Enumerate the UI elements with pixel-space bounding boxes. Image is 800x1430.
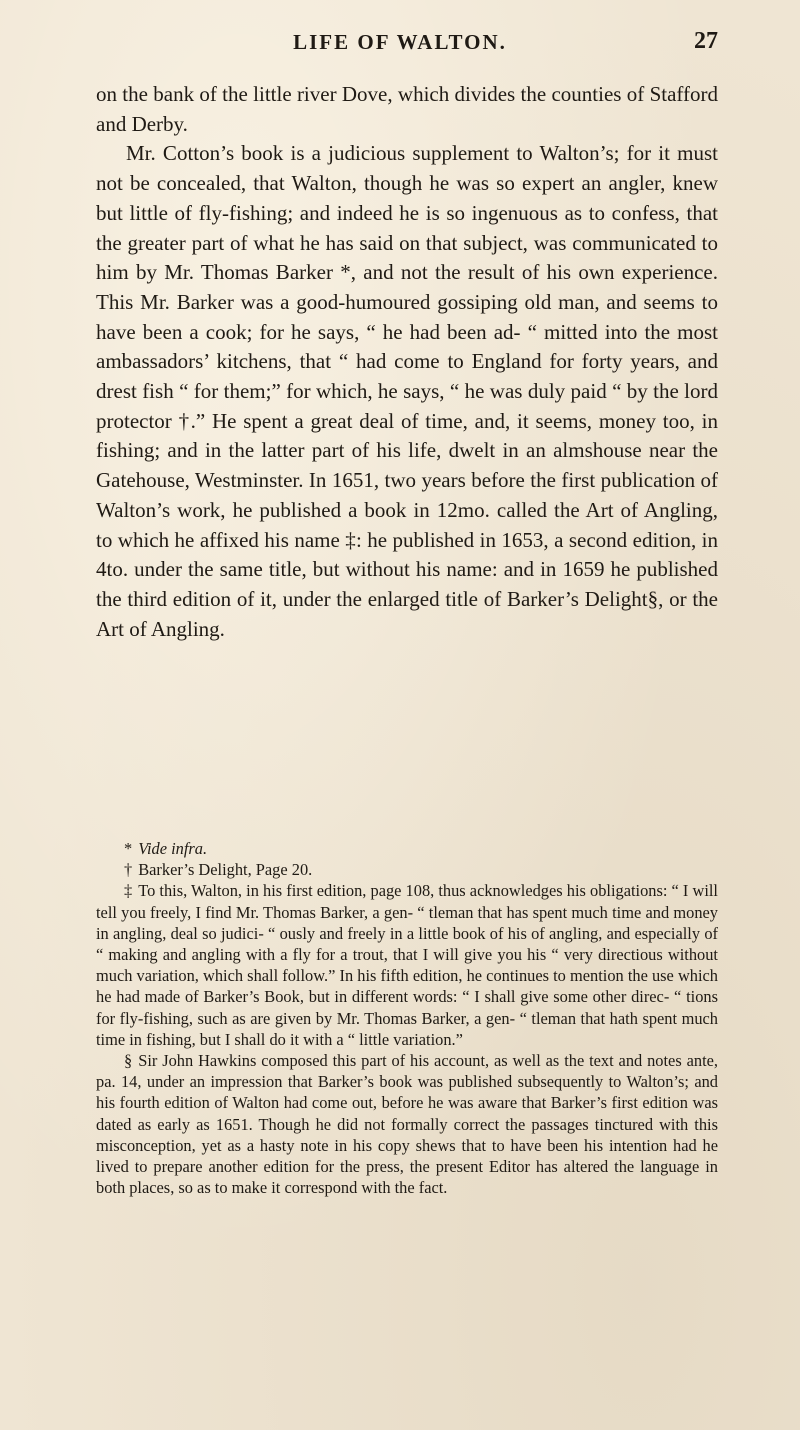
footnote-1-text: Vide infra. [138,839,208,858]
footnote-1 [96,838,718,859]
page-header [0,26,800,62]
footnote-3-text: To this, Walton, in his first edition, page 108, thus acknowledges his obligations: “ I will tell you freely, I find Mr. Thomas Barker, a gen- “ tleman that has spent much time and money in angling, deal so judici- “ ously and freely in a little book of his of angling, and especially of “ making and angling with a fly for a trout, that I will give you his “ very directious without much variation, which shall follow.” In his fifth edition, he continues to mention the use which he had made of Barker’s Book, but in different words: “ I shall give some other direc- “ tions for fly-fishing, such as are given by Mr. Thomas Barker, a gen- “ tleman that hath spent much time in fishing, but I shall do it with a “ little variation.” [96,881,718,1049]
footnote-1-mark: * [124,839,133,858]
footnote-3 [96,880,718,1050]
footnote-2-text: Barker’s Delight, Page 20. [138,860,313,880]
paragraph-1: on the bank of the little river Dove, which divides the counties of Stafford and Derby. [96,82,718,136]
footnotes [96,838,718,1198]
running-head: LIFE OF WALTON. [293,30,507,54]
footnote-2 [96,859,718,880]
page-number: 27 [694,28,718,54]
footnote-3-mark: ‡ [124,881,133,901]
footnote-2-mark: † [124,860,133,880]
paragraph-2: Mr. Cotton’s book is a judicious supplement to Walton’s; for it must not be concealed, that Walton, though he was so expert an angler, knew but little of fly-fishing; and indeed he is so ingenuous as to confess, that the greater part of what he has said on that subject, was communicated to him by Mr. Thomas Barker *, and not the result of his own experience. This Mr. Barker was a good-humoured gossiping old man, and seems to have been a cook; for he says, “ he had been ad- “ mitted into the most ambassadors’ kitchens, that “ had come to England for forty years, and drest fish “ for them;” for which, he says, “ he was duly paid “ by the lord protector †.” He spent a great deal of time, and, it seems, money too, in fishing; and in the latter part of his life, dwelt in an almshouse near the Gatehouse, Westminster. In 1651, two years before the first publication of Walton’s work, he published a book in 12mo. called the Art of Angling, to which he affixed his name ‡: he published in 1653, a second edition, in 4to. under the same title, but without his name: and in 1659 he published the third edition of it, under the enlarged title of Barker’s Delight§, or the Art of Angling. [96,141,718,641]
footnote-4 [96,1050,718,1198]
footnote-4-text: Sir John Hawkins composed this part of his account, as well as the text and notes ante, pa. 14, under an impression that Barker’s book was published subsequently to Walton’s; and his fourth edition of Walton had come out, before he was aware that Barker’s first edition was dated as early as 1651. Though he did not formally correct the passages tinctured with this misconception, yet as a hasty note in his copy shews that to have been his intention had he lived to prepare another edition for the press, the present Editor has altered the language in both places, so as to make it correspond with the fact. [96,1051,718,1198]
main-text [96,80,718,644]
footnote-4-mark: § [124,1051,133,1071]
